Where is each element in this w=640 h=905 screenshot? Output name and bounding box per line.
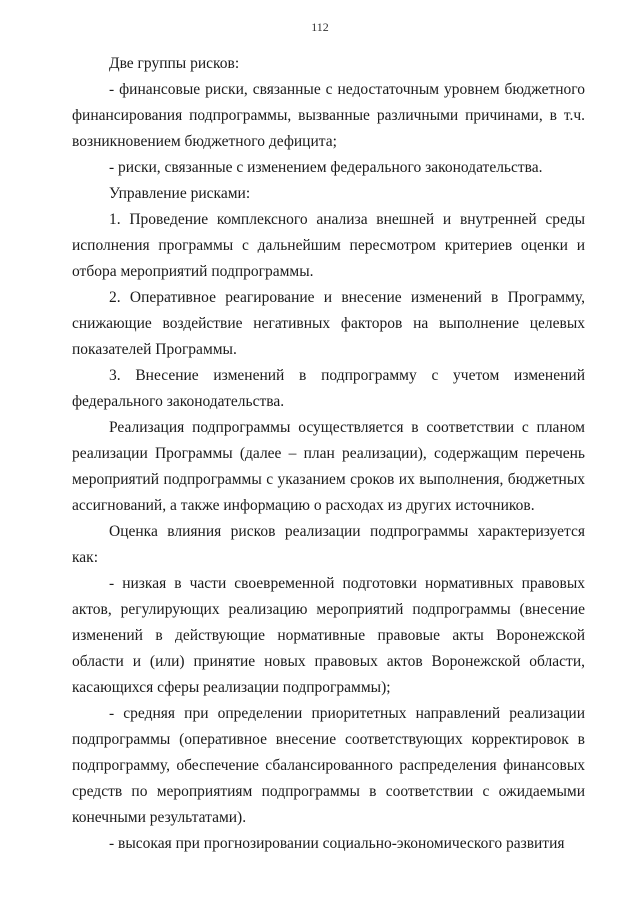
paragraph-risk-low: - низкая в части своевременной подготовки нормативных правовых актов, регулирующих реализацию мероприятий подпрограммы (внесение изменений в действующие нормативные правовые акты Воронежской области и (или) принятие новых правовых актов Воронежской области, касающихся сферы реализации подпрограммы); bbox=[72, 575, 585, 696]
paragraph-implementation-plan: Реализация подпрограммы осуществляется в соответствии с планом реализации Программы (далее – план реализации), содержащим перечень мероприятий подпрограммы с указанием сроков их выполнения, бюджетных ассигнований, а также информацию о расходах из других источников. bbox=[72, 419, 585, 514]
paragraph-risk-management-heading: Управление рисками: bbox=[109, 185, 251, 202]
paragraph-risk-high: - высокая при прогнозировании социально-экономического развития bbox=[109, 835, 565, 852]
page-number: 112 bbox=[311, 20, 329, 34]
paragraph-measure-1: 1. Проведение комплексного анализа внешней и внутренней среды исполнения программы с дальнейшим пересмотром критериев оценки и отбора мероприятий подпрограммы. bbox=[72, 211, 585, 280]
document-body bbox=[72, 51, 585, 857]
paragraph-risk-medium: - средняя при определении приоритетных направлений реализации подпрограммы (оперативное внесение соответствующих корректировок в подпрограмму, обеспечение сбалансированного распределения финансовых средств по мероприятиям подпрограммы в соответствии с ожидаемыми конечными результатами). bbox=[72, 705, 585, 826]
paragraph-risk-groups-heading: Две группы рисков: bbox=[109, 55, 240, 72]
paragraph-measure-2: 2. Оперативное реагирование и внесение изменений в Программу, снижающие воздействие негативных факторов на выполнение целевых показателей Программы. bbox=[72, 289, 585, 358]
paragraph-measure-3: 3. Внесение изменений в подпрограмму с учетом изменений федерального законодательства. bbox=[72, 367, 585, 410]
paragraph-financial-risks: - финансовые риски, связанные с недостаточным уровнем бюджетного финансирования подпрограммы, вызванные различными причинами, в т.ч. возникновением бюджетного дефицита; bbox=[72, 81, 585, 150]
paragraph-risk-assessment-intro: Оценка влияния рисков реализации подпрограммы характеризуется как: bbox=[72, 523, 585, 566]
paragraph-legislation-risks: - риски, связанные с изменением федерального законодательства. bbox=[109, 159, 543, 176]
